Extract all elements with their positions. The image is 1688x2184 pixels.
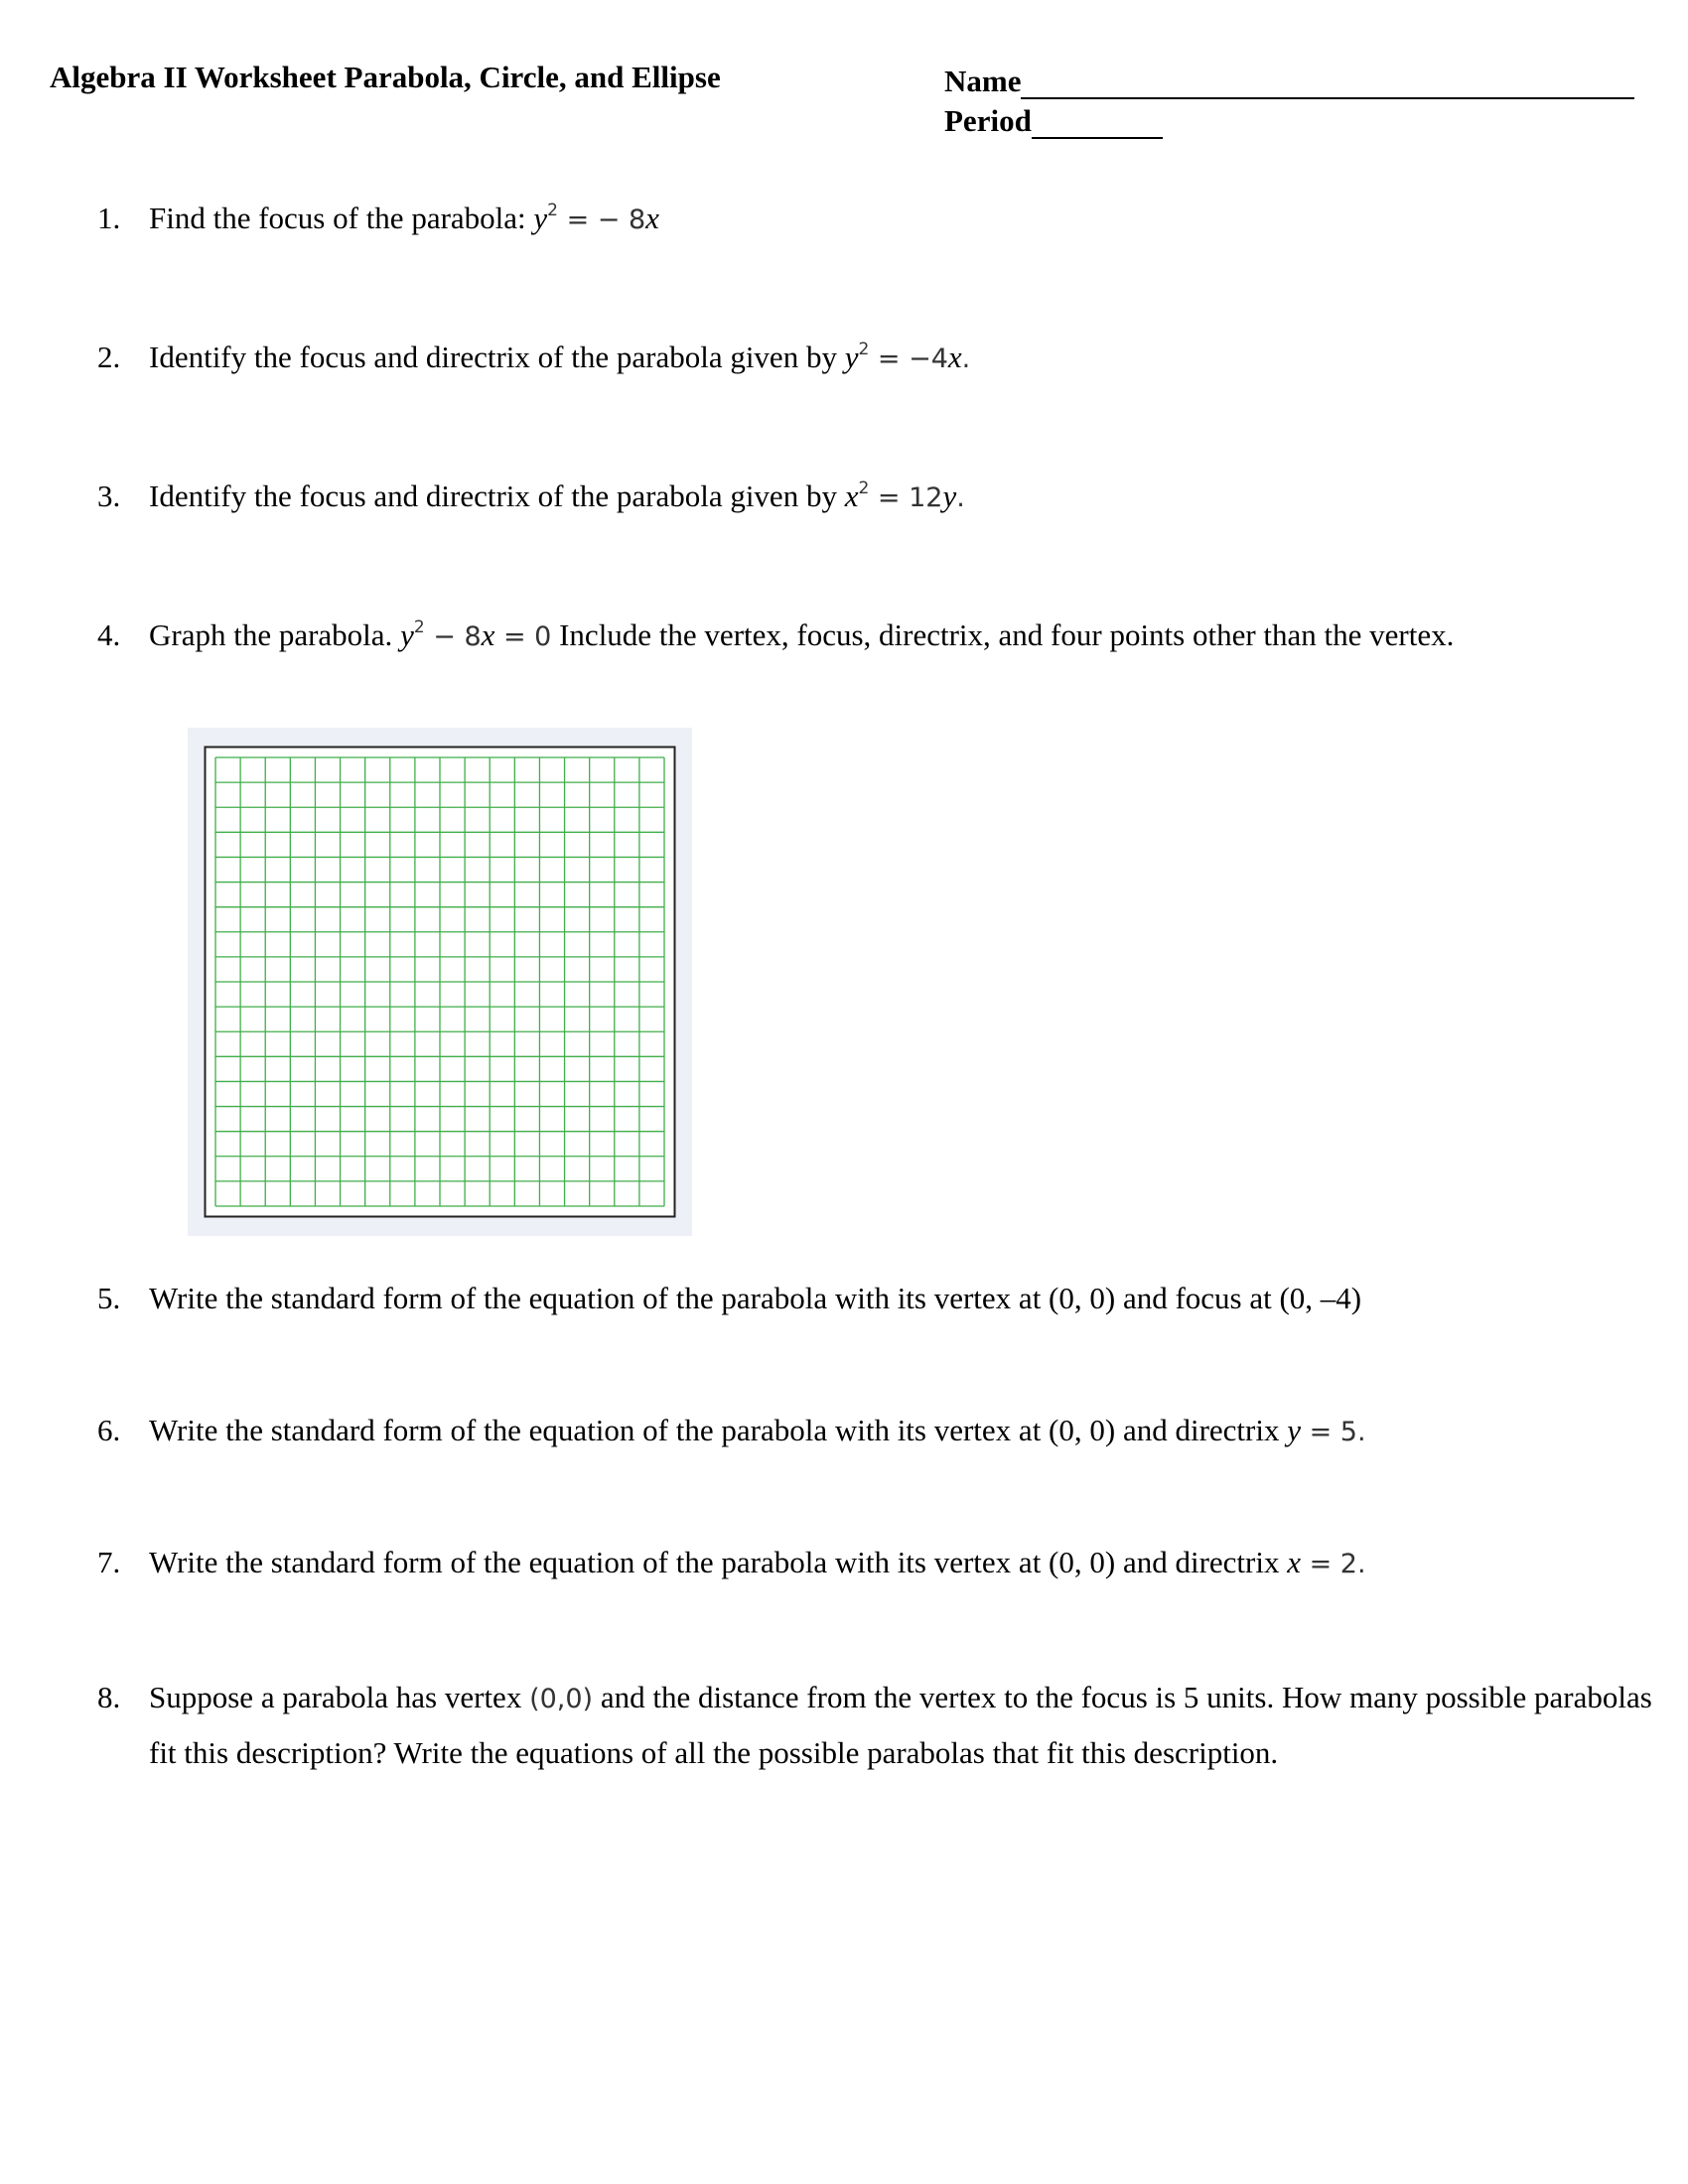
- question-3: [97, 469, 1673, 524]
- equation: (0,0): [529, 1684, 594, 1714]
- question-number: 4.: [97, 617, 121, 652]
- equation: $x^2 = 12y$.: [844, 478, 965, 513]
- graph-grid-panel[interactable]: [188, 728, 692, 1236]
- name-period-block: [944, 60, 1634, 139]
- question-number: 5.: [97, 1281, 121, 1315]
- question-6: [97, 1403, 1673, 1458]
- graph-grid[interactable]: [204, 746, 676, 1218]
- question-number: 3.: [97, 478, 121, 513]
- question-2: [97, 330, 1673, 385]
- question-5: [97, 1271, 1673, 1326]
- question-text: Graph the parabola. $y^2 - 8x = 0$ Include the vertex, focus, directrix, and four points other than the vertex.: [149, 617, 1455, 652]
- question-number: 7.: [97, 1545, 121, 1579]
- question-number: 1.: [97, 201, 121, 235]
- equation: x = 2.: [1287, 1545, 1366, 1579]
- question-number: 8.: [97, 1680, 121, 1714]
- question-1: [97, 191, 1673, 246]
- question-number: 6.: [97, 1413, 121, 1447]
- name-label: Name: [944, 64, 1022, 98]
- equation: y = 5.: [1287, 1413, 1366, 1447]
- worksheet-title: Algebra II Worksheet Parabola, Circle, and Ellipse: [50, 60, 721, 94]
- name-field[interactable]: [944, 60, 1634, 99]
- question-text: Write the standard form of the equation of the parabola with its vertex at (0, 0) and directrix x = 2.: [149, 1545, 1366, 1579]
- question-7: [97, 1535, 1673, 1590]
- question-text: Suppose a parabola has vertex (0,0) and the distance from the vertex to the focus is 5 units. How many possible parabolas fit this description? Write the equations of all the possible parabolas that fit this description.: [149, 1680, 1652, 1770]
- equation: $y^2 = -4x$.: [844, 340, 971, 374]
- equation: $y^2$ = − 8x: [533, 201, 659, 235]
- question-text: Identify the focus and directrix of the parabola given by $y^2 = -4x$.: [149, 340, 971, 374]
- question-text: Find the focus of the parabola: $y^2$ = − 8x: [149, 201, 659, 235]
- period-label: Period: [944, 103, 1032, 138]
- question-text: Identify the focus and directrix of the parabola given by $x^2 = 12y$.: [149, 478, 965, 513]
- name-blank-line[interactable]: [1021, 62, 1634, 99]
- question-8: [97, 1670, 1673, 1781]
- period-blank-line[interactable]: [1032, 101, 1163, 139]
- question-number: 2.: [97, 340, 121, 374]
- question-text: Write the standard form of the equation of the parabola with its vertex at (0, 0) and focus at (0, –4): [149, 1281, 1362, 1315]
- question-4: [97, 608, 1673, 663]
- period-field[interactable]: [944, 99, 1634, 139]
- equation: $y^2 - 8x = 0$: [400, 617, 552, 652]
- question-text: Write the standard form of the equation of the parabola with its vertex at (0, 0) and directrix y = 5.: [149, 1413, 1366, 1447]
